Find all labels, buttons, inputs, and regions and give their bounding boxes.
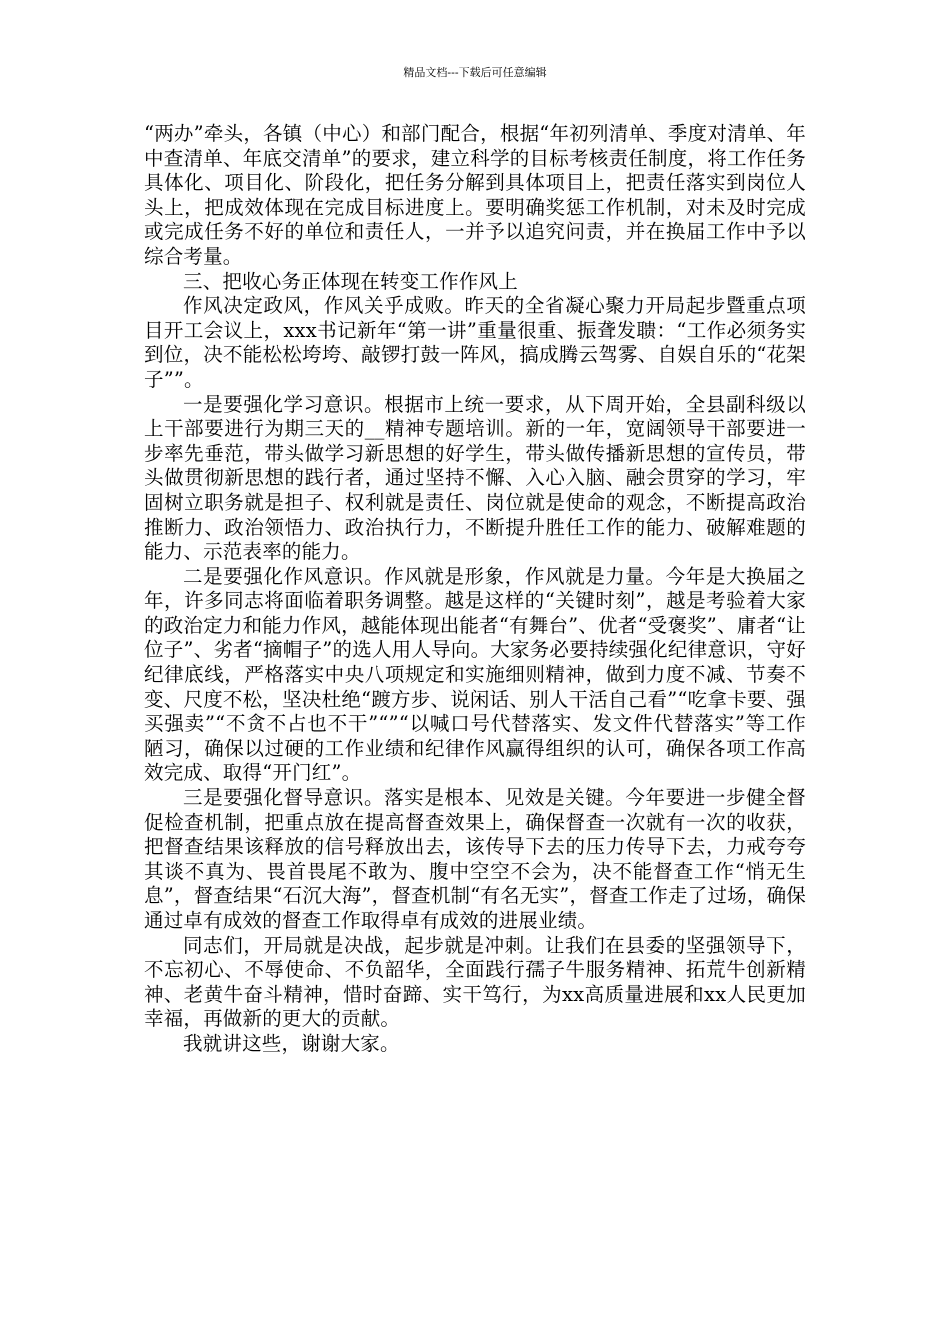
page-header: 精品文档---下载后可任意编辑 bbox=[403, 66, 547, 79]
paragraph: 作风决定政风，作风关乎成败。昨天的全省凝心聚力开局起步暨重点项目开工会议上，xxx书记新年“第一讲”重量很重、振聋发聩：“工作必须务实到位，决不能松松垮垮、敲锣打鼓一阵风，搞成腾云驾雾、自娱自乐的“花架子””。 bbox=[144, 294, 806, 391]
closing-line: 我就讲这些，谢谢大家。 bbox=[183, 1031, 400, 1055]
section-heading: 三、把收心务正体现在转变工作作风上 bbox=[183, 269, 518, 293]
paragraph: 三是要强化督导意识。落实是根本、见效是关键。今年要进一步健全督促检查机制，把重点放在提高督查效果上，确保督查一次就有一次的收获，把督查结果该释放的信号释放出去，该传导下去的压力传导下去，力戒夸夸其谈不真为、畏首畏尾不敢为、腹中空空不会为，决不能督查工作“悄无生息”，督查结果“石沉大海”，督查机制“有名无实”，督查工作走了过场，确保通过卓有成效的督查工作取得卓有成效的进展业绩。 bbox=[144, 786, 806, 932]
paragraph-continued: “两办”牵头，各镇（中心）和部门配合，根据“年初列清单、季度对清单、年中查清单、年底交清单”的要求，建立科学的目标考核责任制度，将工作任务具体化、项目化、阶段化，把任务分解到具体项目上，把责任落实到岗位人头上，把成效体现在完成目标进度上。要明确奖惩工作机制，对未及时完成或完成任务不好的单位和责任人，一并予以追究问责，并在换届工作中予以综合考量。 bbox=[144, 122, 806, 268]
paragraph: 同志们，开局就是决战，起步就是冲刺。让我们在县委的坚强领导下，不忘初心、不辱使命、不负韶华，全面践行孺子牛服务精神、拓荒牛创新精神、老黄牛奋斗精神，惜时奋蹄、实干笃行，为xx高质量进展和xx人民更加幸福，再做新的更大的贡献。 bbox=[144, 933, 806, 1031]
paragraph: 二是要强化作风意识。作风就是形象，作风就是力量。今年是大换届之年，许多同志将面临着职务调整。越是这样的“关键时刻”，越是考验着大家的政治定力和能力作风，越能体现出能者“有舞台”、优者“受褒奖”、庸者“让位子”、劣者“摘帽子”的选人用人导向。大家务必要持续强化纪律意识，守好纪律底线，严格落实中央八项规定和实施细则精神，做到力度不减、节奏不变、尺度不松，坚决杜绝“踱方步、说闲话、别人干活自己看”“吃拿卡要、强买强卖”“不贪不占也不干”“”“以喊口号代替落实、发文件代替落实”等工作陋习，确保以过硬的工作业绩和纪律作风赢得组织的认可，确保各项工作高效完成、取得“开门红”。 bbox=[144, 564, 806, 785]
paragraph: 一是要强化学习意识。根据市上统一要求，从下周开始，全县副科级以上干部要进行为期三天的__精神专题培训。新的一年，宽阔领导干部要进一步率先垂范，带头做学习新思想的好学生，带头做传播新思想的宣传员，带头做贯彻新思想的践行者，通过坚持不懈、入心入脑、融会贯穿的学习，牢固树立职务就是担子、权利就是责任、岗位就是使命的观念，不断提高政治推断力、政治领悟力、政治执行力，不断提升胜任工作的能力、破解难题的能力、示范表率的能力。 bbox=[144, 392, 806, 564]
document-body bbox=[144, 122, 806, 1057]
